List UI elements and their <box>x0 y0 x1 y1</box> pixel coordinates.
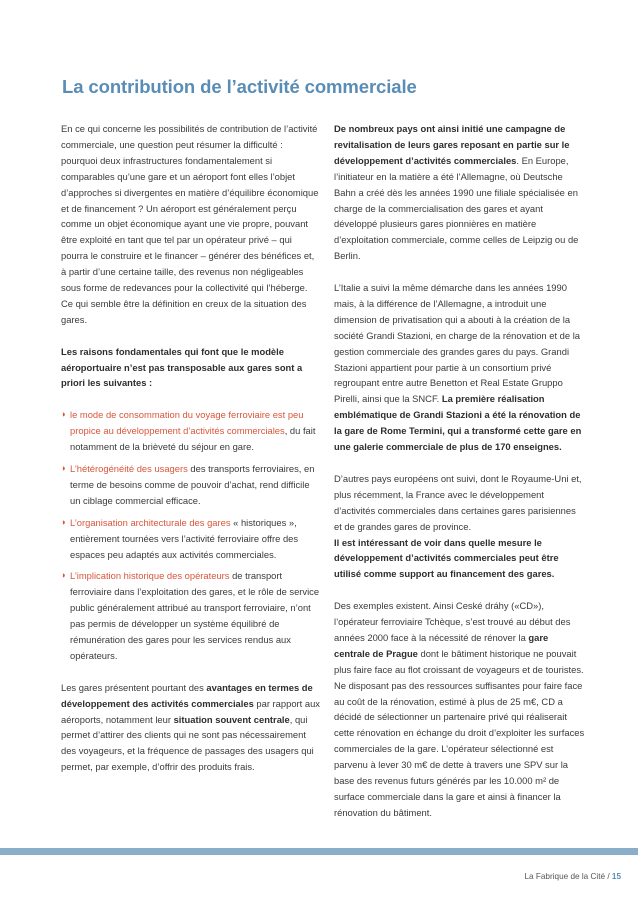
list-item: ◗ L’hétérogénéité des usagers des transports ferroviaires, en terme de besoins comme de pouvoir d’achat, rend difficile un ciblage commercial efficace. <box>61 463 315 506</box>
reasons-list <box>61 407 320 664</box>
footer-source: La Fabrique de la Cité / <box>524 872 612 881</box>
list-item: ◗ L’implication historique des opérateurs de transport ferroviaire dans l’exploitation des gares, et le rôle de service public généralement attribué au transport ferroviaire, n’ont pas permis de développer un système équilibré de rémunération des gares pour les services rendus aux opérateurs. <box>61 570 320 661</box>
list-item: ◗ le mode de consommation du voyage ferroviaire est peu propice au développement d’activités commerciales, du fait notamment de la brièveté du séjour en gare. <box>61 409 316 453</box>
list-item: ◗ L’organisation architecturale des gares « historiques », entièrement tournées vers l’activité ferroviaire offre des espaces peu adaptés aux activités commerciales. <box>61 516 299 560</box>
intro-paragraph: En ce qui concerne les possibilités de contribution de l’activité commerciale, une question peut résumer la difficulté : pourquoi deux infrastructures fondamentalement si comparables qu’une gare et un aéroport font elles l’objet d’approches si divergentes en matière d’équilibre économique et de financement ? Un aéroport est généralement perçu comme un objet économique ayant une vie propre, pouvant être exploité en tant que tel par un opérateur privé – qui pourra le construire et le financer – générer des bénéfices et, à partir d’une certaine taille, des revenus non négligeables sous forme de redevances pour la collectivité qui l’héberge. Ce qui semble être la définition en creux de la situation des gares. <box>61 123 319 325</box>
bullet-marker-icon: ◗ <box>61 516 67 527</box>
other-countries-paragraph: D’autres pays européens ont suivi, dont le Royaume-Uni et, plus récemment, la France avec le développement d’activités commerciales dans certaines gares parisiennes et de grandes gares de province. <box>334 472 582 532</box>
bullet-marker-icon: ◗ <box>61 409 67 420</box>
bullet-marker-icon: ◗ <box>61 463 67 473</box>
reasons-heading: Les raisons fondamentales qui font que le modèle aéroportuaire n’est pas transposable aux gares sont a priori les suivantes : <box>61 345 303 389</box>
advantages-paragraph: Les gares présentent pourtant des avantages en termes de développement des activités commerciales par rapport aux aéroports, notamment leur situation souvent centrale, qui permet d’attirer des clients qui ne sont pas nécessairement des voyageurs, et la fréquence de passages des usagers qui permet, par exemple, d’offrir des produits frais. <box>61 681 320 773</box>
right-column <box>334 121 585 837</box>
italy-paragraph: L’Italie a suivi la même démarche dans les années 1990 mais, à la différence de l’Allemagne, a introduit une dimension de privatisation qui a abouti à la création de la société Grandi Stazioni, en charge de la rénovation et de la gestion commerciale des grandes gares du pays. Grandi Stazioni appartient pour partie à un consortium privé regroupant entre autre Benetton et Real Estate Gruppo Pirelli, ainsi que la SNCF. La première réalisation emblématique de Grandi Stazioni a été la rénovation de la gare de Rome Termini, qui a transformé cette gare en une galerie commerciale de plus de 170 enseignes. <box>334 282 582 453</box>
page-title: La contribution de l’activité commerciale <box>62 76 417 97</box>
footer <box>525 872 622 881</box>
prague-paragraph: Des exemples existent. Ainsi Ceské dráhy («CD»), l’opérateur ferroviaire Tchèque, s’est trouvé au début des années 2000 face à la nécessité de rénover la gare centrale de Prague dont le bâtiment historique ne pouvait plus faire face au flot croissant de voyageurs et de touristes. Ne disposant pas des ressources suffisantes pour faire face au coût de la rénovation, estimé à plus de 25 m€, CD a décidé de sélectionner un partenaire privé qui réaliserait cette rénovation en échange du droit d’exploiter les surfaces commerciales de la gare. L’opérateur sélectionné est parvenu à lever 30 m€ de dette à travers une SPV sur la base des revenus futurs générés par les 10.000 m² de surface commerciale dans la gare et ainsi à financer la rénovation du bâtiment. <box>334 600 585 818</box>
financing-question: Il est intéressant de voir dans quelle mesure le développement d’activités commerciales peut être utilisé comme support au financement des gares. <box>334 536 559 580</box>
left-column <box>61 121 320 791</box>
revitalisation-paragraph: De nombreux pays ont ainsi initié une campagne de revitalisation de leurs gares reposant en partie sur le développement d’activités commerciales. En Europe, l’initiateur en la matière a été l’Allemagne, où Deutsche Bahn a créé dès les années 1990 une filiale spécialisée en charge de la commercialisation des gares et ayant développé plusieurs gares pionnières en matière d’exploitation commerciale, comme celles de Leipzig ou de Berlin. <box>334 123 579 262</box>
bullet-marker-icon: ◗ <box>61 570 67 581</box>
footer-band <box>0 848 638 855</box>
page-number: 15 <box>611 872 621 881</box>
